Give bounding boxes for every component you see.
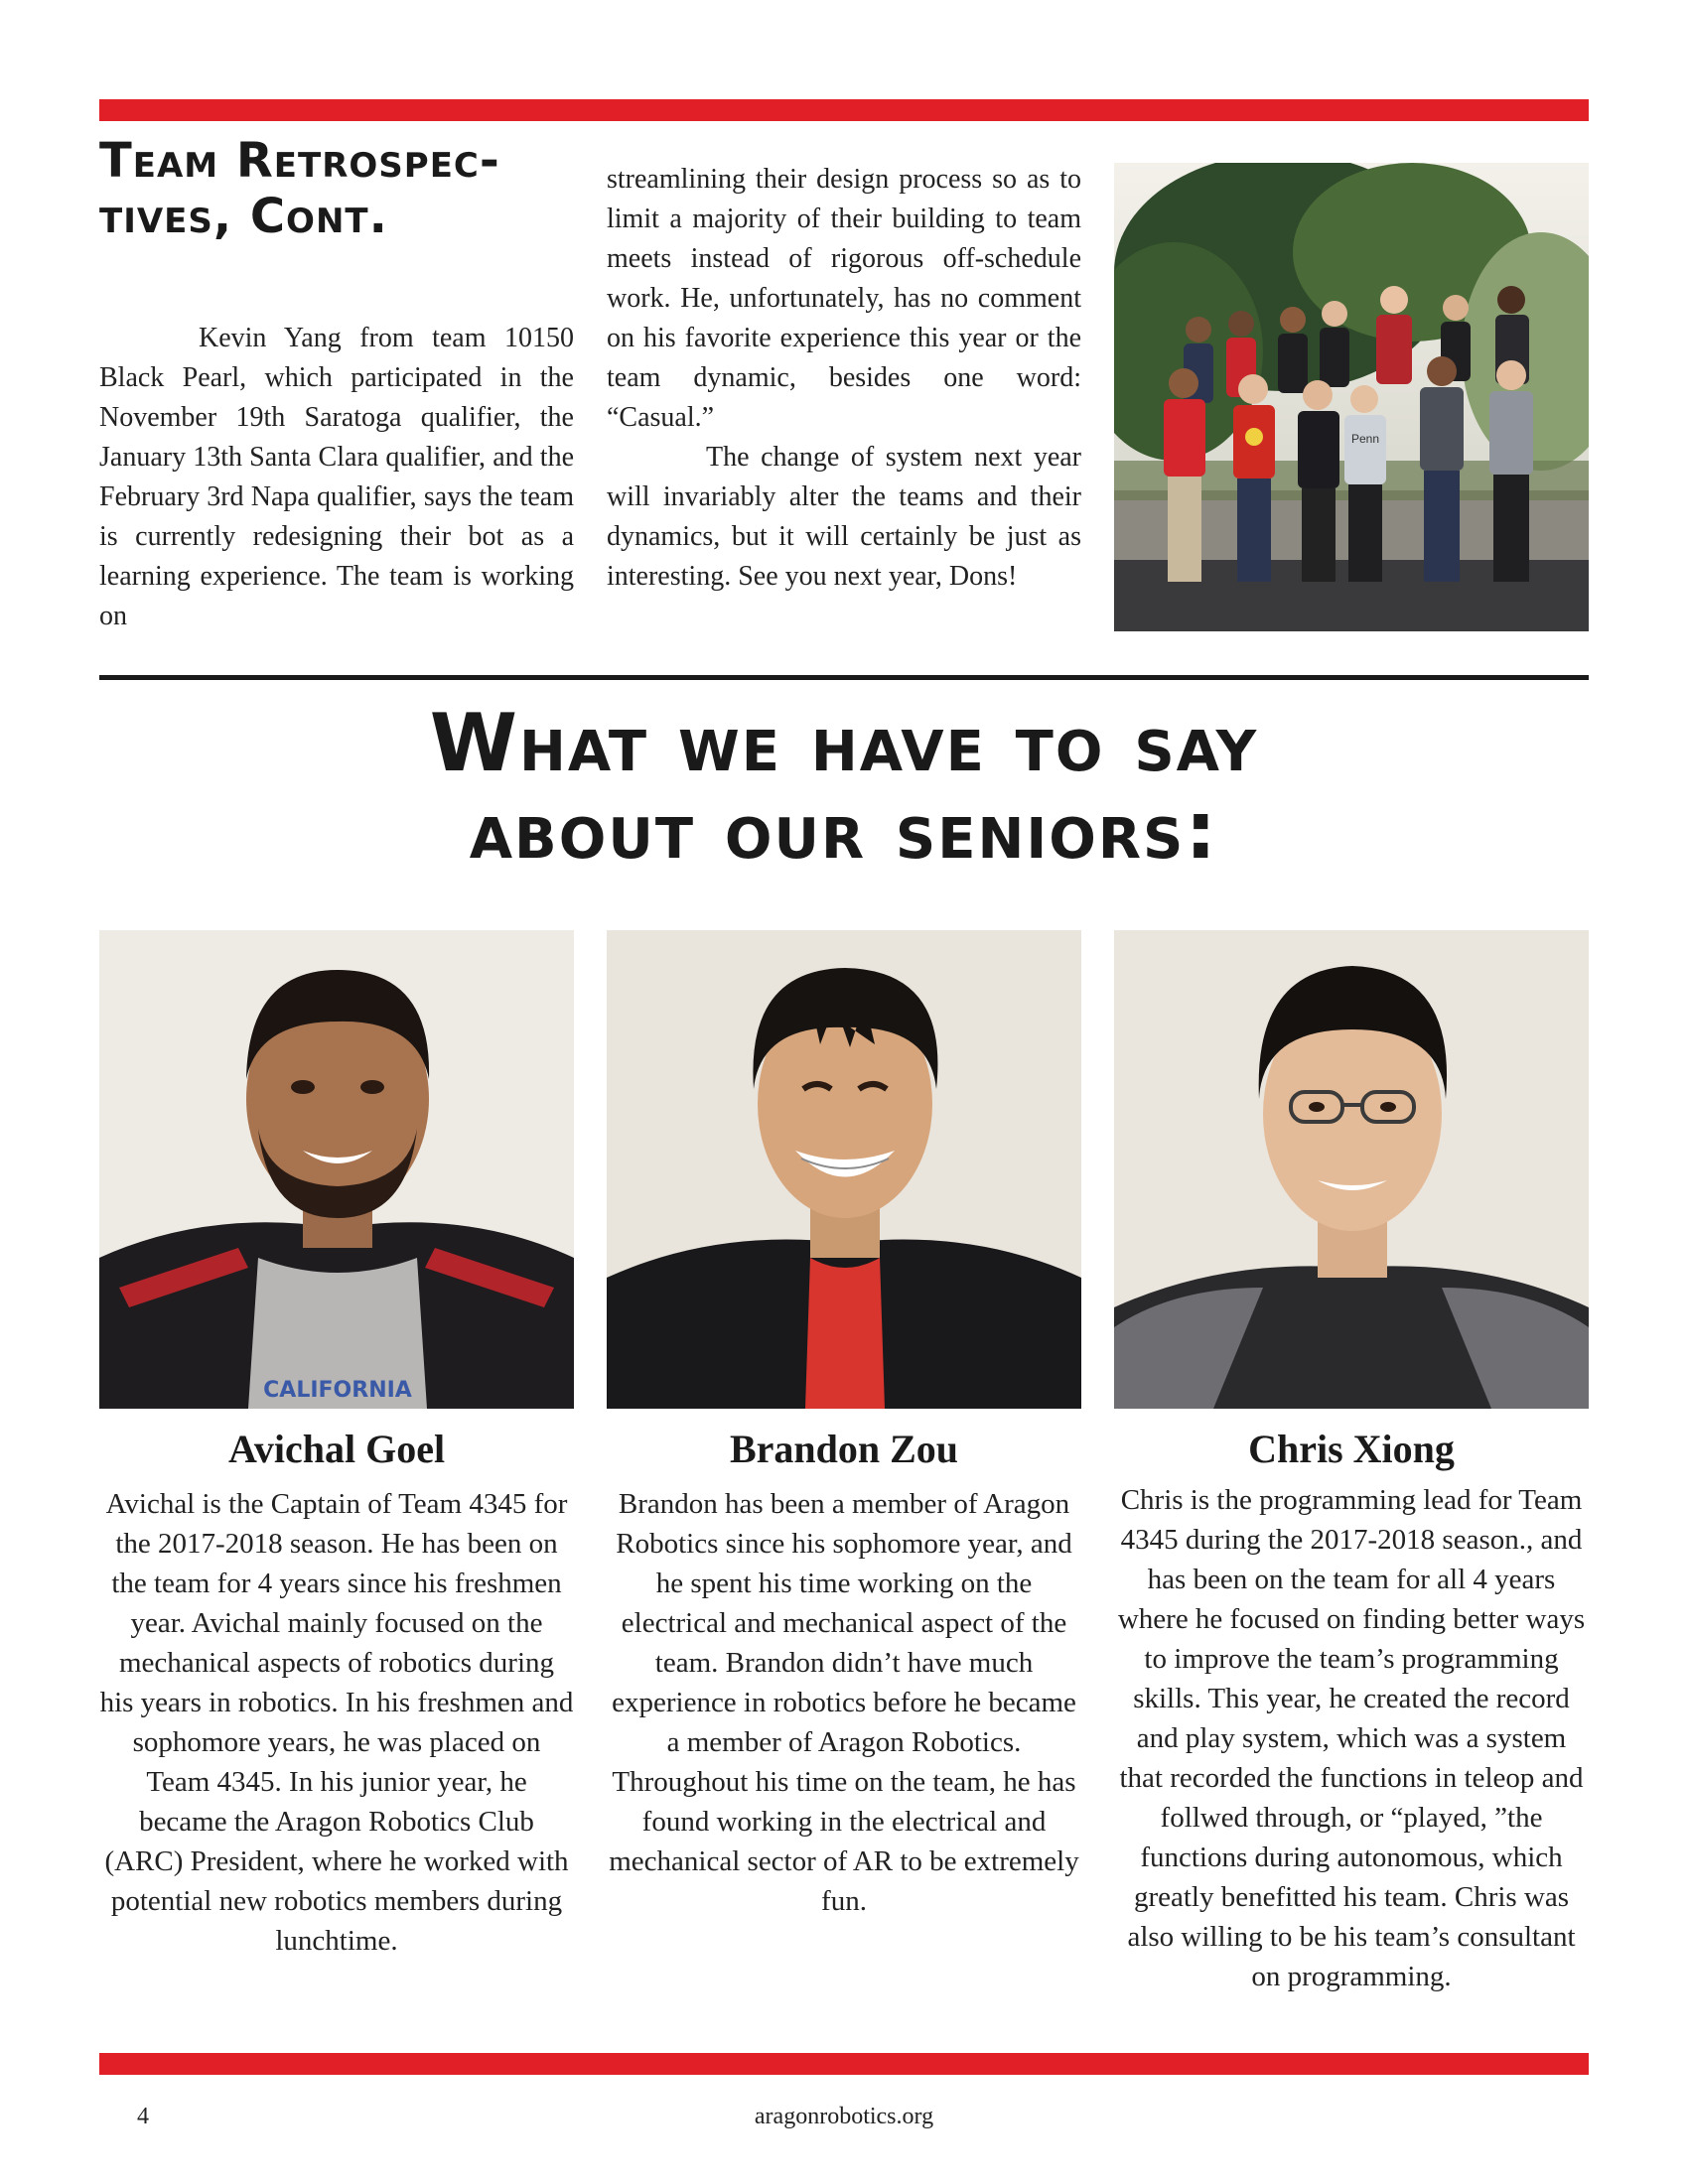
senior-name-avichal: Avichal Goel [227,1427,446,1471]
page-number: 4 [137,2104,149,2129]
senior-photo-avichal [99,930,574,1409]
retrospective-column-1 [99,319,574,636]
bottom-red-rule [99,2053,1589,2075]
section-divider [99,675,1589,680]
retrospective-heading: Team Retrospec- tives, Cont. [99,133,500,244]
team-group-photo [1114,163,1589,631]
footer-website-link[interactable]: aragonrobotics.org [754,2104,934,2129]
senior-bio-chris: Chris is the programming lead for Team 4345 during the 2017-2018 season., and has been on the team for all 4 years where he focused on finding better ways to improve the team’s programming skills. This year, he created the record and play system, which was a system that recorded the functions in teleop and follwed through, or “played, ”the functions during autonomous, which greatly benefitted his team. Chris was also willing to be his team’s consultant on programming. [1117,1484,1586,1992]
senior-name-chris: Chris Xiong [1248,1427,1455,1471]
retrospective-col2-paragraph-2: The change of system next year will invariably alter the teams and their dynamics, but it will certainly be just as interesting. See you next year, Dons! [607,442,1081,592]
team-photo-shirt-text: Penn [1350,432,1380,446]
senior-bio-avichal: Avichal is the Captain of Team 4345 for the 2017-2018 season. He has been on the team for 4 years since his freshmen year. Avichal mainly focused on the mechanical aspects of robotics during his years in robotics. In his freshmen and sophomore years, he was placed on Team 4345. In his junior year, he became the Aragon Robotics Club (ARC) President, where he worked with potential new robotics members during lunchtime. [99,1488,574,1957]
retrospective-col1-text: Kevin Yang from team 10150 Black Pearl, which participated in the November 19th Saratoga qualifier, the January 13th Santa Clara qualifier, and the February 3rd Napa qualifier, says the team is currently redesigning their bot as a learning experience. The team is working on [99,323,574,631]
avichal-shirt-text: CALIFORNIA [263,1378,412,1403]
seniors-section-title [99,697,1589,877]
seniors-title-line-2: about our seniors: [469,784,1219,877]
top-red-rule [99,99,1589,121]
retrospective-column-2 [607,160,1081,597]
retrospective-col2-paragraph-1: streamlining their design process so as to limit a majority of their building to team meets instead of rigorous off-schedule work. He, unfortunately, has no comment on his favorite experience this year or the team dynamic, besides one word: “Casual.” [607,164,1081,433]
senior-name-brandon: Brandon Zou [729,1427,959,1471]
senior-photo-chris [1114,930,1589,1409]
seniors-title-line-1: What we have to say [429,697,1259,789]
senior-bio-brandon: Brandon has been a member of Aragon Robotics since his sophomore year, and he spent his time working on the electrical and mechanical aspect of the team. Brandon didn’t have much experience in robotics before he became a member of Aragon Robotics. Throughout his time on the team, he has found working in the electrical and mechanical sector of AR to be extremely fun. [609,1488,1079,1917]
senior-photo-brandon [607,930,1081,1409]
